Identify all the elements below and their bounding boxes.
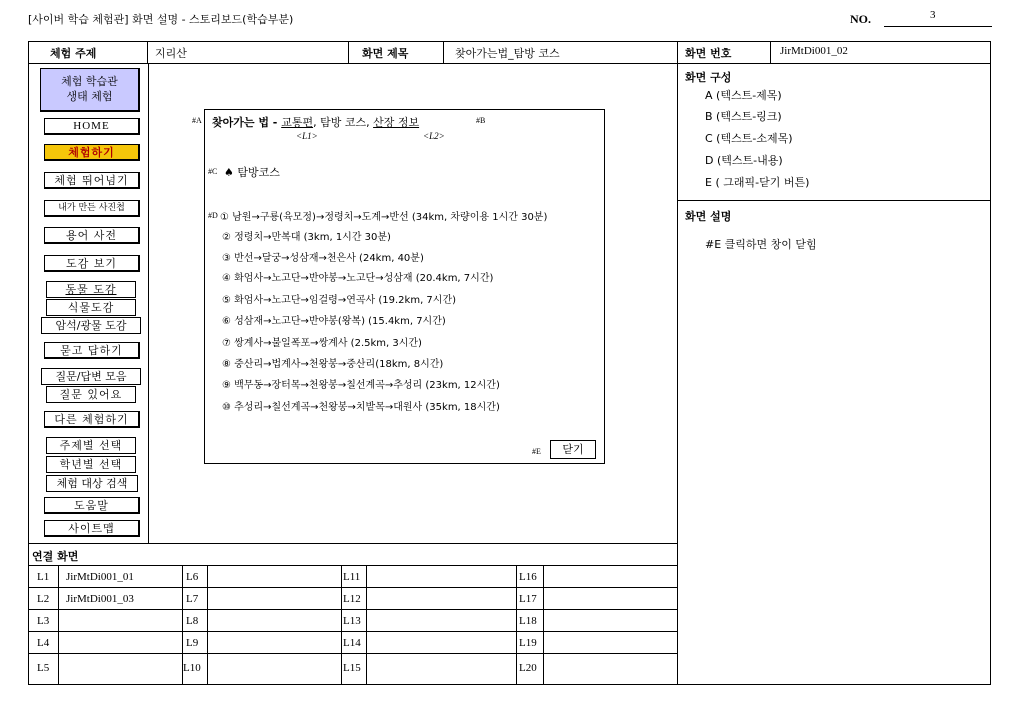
component-item: A (텍스트-제목): [705, 89, 782, 102]
links-col-line: [366, 565, 367, 685]
popup-title: [212, 114, 419, 130]
info-divider-1: [147, 41, 148, 63]
component-item: B (텍스트-링크): [705, 110, 782, 123]
info-row-divider: [28, 63, 991, 64]
lodge-info-link[interactable]: 산장 정보: [373, 116, 420, 129]
links-col-line: [516, 565, 517, 685]
right-panel-section-divider: [677, 200, 991, 201]
help-button[interactable]: 도움말: [44, 497, 140, 514]
link-id: L17: [519, 593, 537, 605]
links-col-line: [58, 565, 59, 685]
tag-e: #E: [532, 447, 541, 456]
route-item: ② 정령치→만복대 (3km, 1시간 30분): [222, 232, 391, 243]
screen-title-label: 화면 제목: [362, 47, 409, 60]
link-id: L6: [186, 571, 199, 583]
title-comma: ,: [313, 116, 317, 129]
rock-mineral-guide-link[interactable]: 암석/광물 도감: [41, 317, 141, 334]
links-divider-top: [28, 543, 677, 544]
link-id: L9: [186, 637, 199, 649]
tag-a: #A: [192, 116, 202, 125]
component-item: C (텍스트-소제목): [705, 132, 793, 145]
route-item: ④ 화엄사→노고단→반야봉→노고단→성삼재 (20.4km, 7시간): [222, 273, 494, 284]
target-search-link[interactable]: 체험 대상 검색: [46, 475, 138, 492]
info-divider-3: [443, 41, 444, 63]
link-id: L3: [37, 615, 50, 627]
link-id: L18: [519, 615, 537, 627]
description-title: 화면 설명: [685, 210, 732, 223]
qna-button[interactable]: 묻고 답하기: [44, 342, 140, 359]
link-id: L15: [343, 662, 361, 674]
route-item: ⑧ 중산리→법계사→천왕봉→중산리(18km, 8시간): [222, 359, 444, 370]
home-button[interactable]: HOME: [44, 118, 140, 135]
my-album-button[interactable]: 내가 만든 사진첩: [44, 200, 140, 217]
link-id: L4: [37, 637, 50, 649]
popup-title-prefix: 찾아가는 법 -: [212, 116, 282, 129]
links-row-line: [28, 609, 677, 610]
sidebar-divider: [148, 63, 149, 543]
link-id: L1: [37, 571, 50, 583]
link-id: L7: [186, 593, 199, 605]
transport-link[interactable]: 교통편: [281, 116, 314, 129]
popup-subtitle: ♠ 탐방코스: [224, 166, 280, 179]
link-id: L20: [519, 662, 537, 674]
sidebar-banner-text: 체험 학습관 생태 체험: [61, 75, 118, 103]
glossary-button[interactable]: 용어 사전: [44, 227, 140, 244]
grade-select-link[interactable]: 학년별 선택: [46, 456, 136, 473]
composition-title: 화면 구성: [685, 71, 732, 84]
skip-experience-button[interactable]: 체험 뛰어넘기: [44, 172, 140, 189]
screen-no-value: JirMtDi001_02: [780, 45, 848, 57]
tag-d: #D: [208, 211, 218, 220]
links-row-line: [28, 631, 677, 632]
link-id: L12: [343, 593, 361, 605]
route-item: ③ 반선→달궁→성삼재→천은사 (24km, 40분): [222, 253, 424, 264]
page-number-label: NO.: [850, 12, 871, 26]
route-item: ① 남원→구룡(육모정)→정령치→도계→반선 (34km, 차량이용 1시간 30분): [220, 212, 548, 223]
route-item: ⑤ 화엄사→노고단→임걸령→연곡사 (19.2km, 7시간): [222, 295, 457, 306]
links-row-line: [28, 587, 677, 588]
info-divider-4: [770, 41, 771, 63]
link-id: L19: [519, 637, 537, 649]
component-item: E ( 그래픽-닫기 버튼): [705, 176, 810, 189]
link-id: L8: [186, 615, 199, 627]
subject-label: 체험 주제: [50, 47, 97, 60]
l1-note: <L1>: [296, 131, 318, 141]
links-title: 연결 화면: [32, 550, 79, 563]
link-id: L14: [343, 637, 361, 649]
topic-select-link[interactable]: 주제별 선택: [46, 437, 136, 454]
experience-button[interactable]: 체험하기: [44, 144, 140, 161]
route-item: ⑨ 백무동→장터목→천왕봉→칠선계곡→추성리 (23km, 12시간): [222, 380, 500, 391]
title-current: 탐방 코스,: [316, 116, 374, 129]
subject-value: 지리산: [155, 47, 187, 60]
info-divider-2: [348, 41, 349, 63]
close-button[interactable]: 닫기: [550, 440, 596, 459]
right-panel-divider: [677, 41, 678, 685]
doc-title: [사이버 학습 체험관] 화면 설명 - 스토리보드(학습부분): [28, 13, 294, 26]
l2-note: <L2>: [423, 131, 445, 141]
route-item: ⑩ 추성리→칠선계곡→천왕봉→치밭목→대원사 (35km, 18시간): [222, 402, 500, 413]
link-id: L11: [343, 571, 361, 583]
animal-guide-link[interactable]: 동물 도감: [46, 281, 136, 298]
screen-no-label: 화면 번호: [685, 47, 732, 60]
sidebar-banner: [40, 68, 140, 112]
page-number-value: 3: [930, 9, 936, 21]
links-col-line: [341, 565, 342, 685]
route-item: ⑥ 성삼재→노고단→반야봉(왕복) (15.4km, 7시간): [222, 316, 446, 327]
links-divider-header: [28, 565, 677, 566]
links-col-line: [207, 565, 208, 685]
route-item: ⑦ 쌍계사→불일폭포→쌍계사 (2.5km, 3시간): [222, 338, 422, 349]
other-experience-button[interactable]: 다른 체험하기: [44, 411, 140, 428]
tag-c: #C: [208, 167, 218, 176]
links-col-line: [543, 565, 544, 685]
link-id: L2: [37, 593, 50, 605]
page-number-line: [884, 26, 992, 27]
qna-collection-link[interactable]: 질문/답변 모음: [41, 368, 141, 385]
description-text: #E 클릭하면 창이 닫힘: [705, 238, 817, 251]
component-item: D (텍스트-내용): [705, 154, 783, 167]
link-value: JirMtDi001_01: [66, 571, 134, 583]
plant-guide-link[interactable]: 식물도감: [46, 299, 136, 316]
link-id: L13: [343, 615, 361, 627]
sitemap-button[interactable]: 사이트맵: [44, 520, 140, 537]
ask-question-link[interactable]: 질문 있어요: [46, 386, 136, 403]
screen-title-value: 찾아가는법_탐방 코스: [455, 47, 560, 60]
link-id: L5: [37, 662, 50, 674]
link-id: L16: [519, 571, 537, 583]
link-id: L10: [183, 662, 201, 674]
link-value: JirMtDi001_03: [66, 593, 134, 605]
field-guide-button[interactable]: 도감 보기: [44, 255, 140, 272]
links-row-line: [28, 653, 677, 654]
tag-b: #B: [476, 116, 486, 125]
